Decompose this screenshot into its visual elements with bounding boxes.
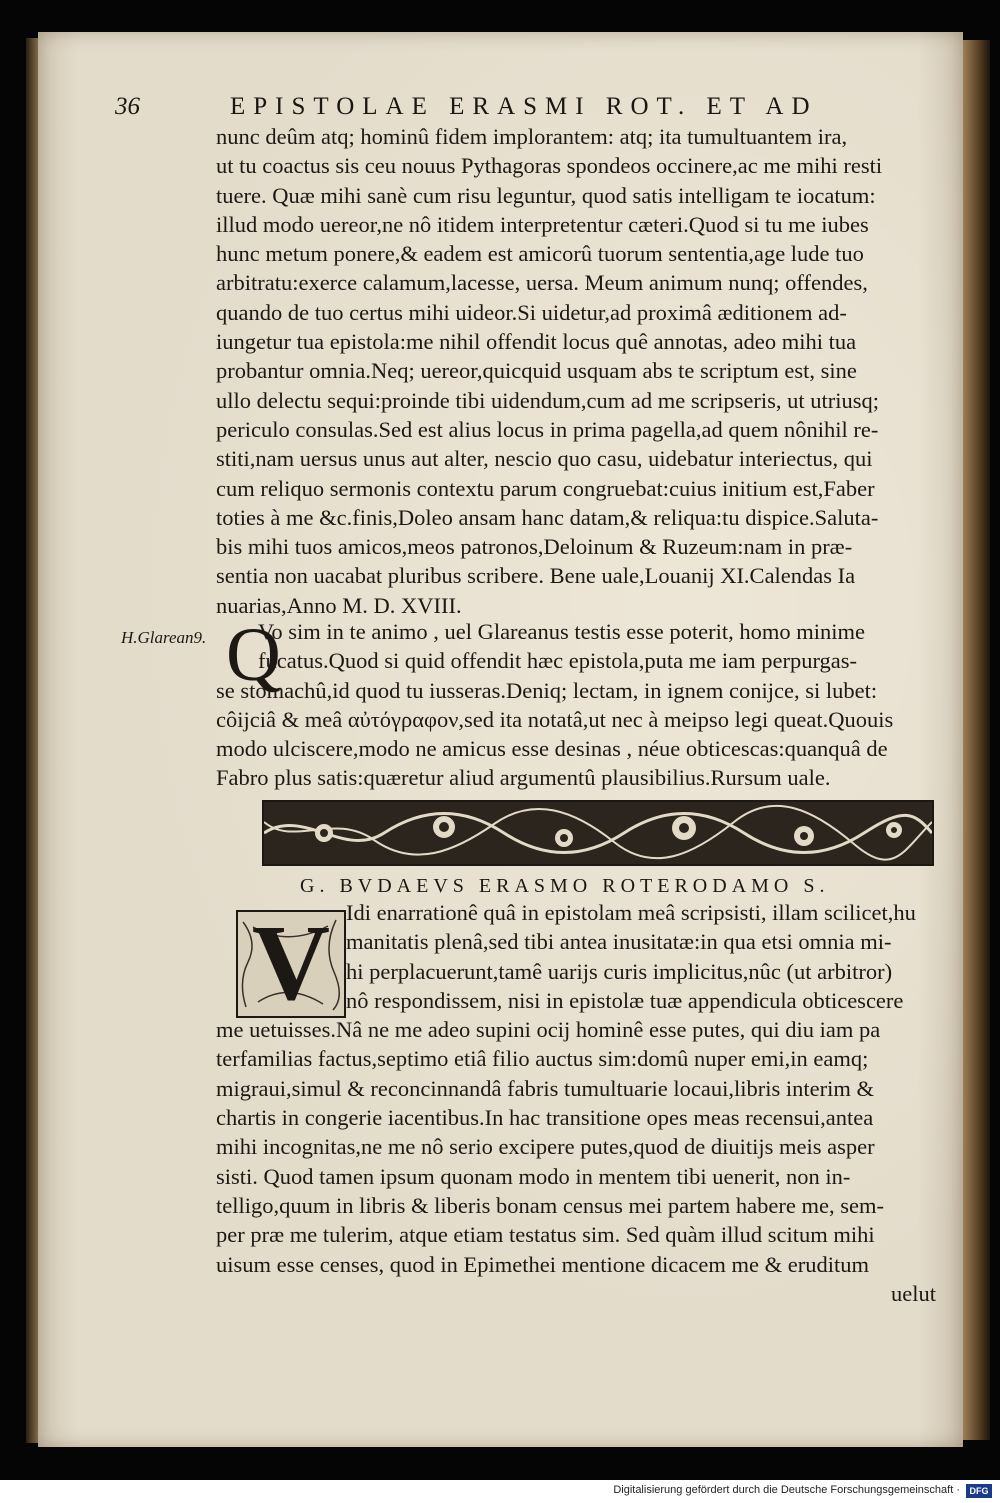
marginal-note: H.Glarean9. [121,628,207,647]
text-line: Vo sim in te animo , uel Glareanus testis esse poterit, homo minime [258,619,865,644]
text-line: periculo consulas.Sed est alius locus in prima pagella,ad quem nônihil re- [216,416,879,442]
text-line: chartis in congerie iacentibus.In hac transitione opes meas recensui,antea [216,1105,874,1131]
text-line: bis mihi tuos amicos,meos patronos,Deloinum & Ruzeum:nam in præ- [216,534,853,560]
text-line: sisti. Quod tamen ipsum quonam modo in mentem tibi uenerit, non in- [216,1163,851,1189]
floral-ornament-icon [264,802,932,864]
initial-letter-q: Q [226,613,281,697]
text-line: hi perplacuerunt,tamê uarijs curis implicitus,nûc (ut arbitror) [346,958,893,984]
section-heading: G. BVDAEVS ERASMO ROTERODAMO S. [300,875,830,897]
text-line: côijciâ & meâ αὐτόγραφον,sed ita notatâ,ut nec à meipso legi queat.Quouis [216,706,894,732]
text-line: nunc deûm atq; hominû fidem implorantem: atq; ita tumultuantem ira, [216,124,848,149]
text-line: nô respondissem, nisi in epistolæ tuæ appendicula obticescere [346,987,904,1013]
running-title: EPISTOLAE ERASMI ROT. ET AD [230,93,818,120]
page-right-edge [960,40,990,1440]
text-line: uelut [891,1280,936,1306]
letter-text-block-2 [216,613,936,793]
text-line: terfamilias factus,septimo etiâ filio auctus sim:domû nuper emi,in eamq; [216,1046,869,1072]
page-number: 36 [115,93,140,120]
text-line: migraui,simul & reconcinnandâ fabris tumultuarie locaui,libris interim & [216,1075,874,1101]
text-line: per præ me tulerim, atque etiam testatus sim. Sed quàm illud scitum mihi [216,1222,875,1248]
text-line: nuarias,Anno M. D. XVIII. [216,592,462,618]
letter-text-block-1 [216,122,936,620]
text-line: hunc metum ponere,& eadem est amicorû tuorum sententia,age lude tuo [216,241,864,267]
text-line: iungetur tua epistola:me nihil offendit locus quê annotas, adeo mihi tua [216,329,857,355]
text-line: ut tu coactus sis ceu nouus Pythagoras spondeos occinere,ac me mihi resti [216,153,883,179]
decorative-woodcut-band [262,800,934,866]
text-line: sentia non uacabat pluribus scribere. Bene uale,Louanij XI.Calendas Ia [216,563,856,589]
dfg-logo: DFG [966,1484,992,1498]
text-line: arbitratu:exerce calamum,lacesse, uersa. Meum animum nunq; offendes, [216,270,868,296]
text-line: modo ulciscere,modo ne amicus esse desinas , néue obticescas:quanquâ de [216,736,888,762]
text-line: Fabro plus satis:quæretur aliud argumentû plausibilius.Rursum uale. [216,765,831,791]
text-line: telligo,quum in libris & liberis bonam census mei partem habere me, sem- [216,1192,884,1218]
text-line: manitatis plenâ,sed tibi antea inusitatæ:in qua etsi omnia mi- [346,929,892,955]
text-line: uisum esse censes, quod in Epimethei mentione dicacem me & eruditum [216,1251,869,1277]
text-line: illud modo uereor,ne nô itidem interpretentur cæteri.Quod si tu me iubes [216,211,869,237]
text-line: fucatus.Quod si quid offendit hæc epistola,puta me iam perpurgas- [258,648,858,674]
text-line: quando de tuo certus mihi uideor.Si uidetur,ad proximâ æditionem ad- [216,299,847,325]
initial-letter-v: V [252,910,330,1018]
text-line: se stomachû,id quod tu iusseras.Deniq; lectam, in ignem conijce, si lubet: [216,677,878,703]
text-line: mihi incognitas,ne me nô serio excipere putes,quod de diuitijs meis asper [216,1134,875,1160]
running-head [115,93,925,119]
text-line: stiti,nam uersus unus aut alter, nescio quo casu, uidebatur interiectus, qui [216,446,873,472]
digitization-credit: Digitalisierung gefördert durch die Deutsche Forschungsgemeinschaft · [613,1484,960,1496]
text-line: toties à me &c.finis,Doleo ansam hanc datam,& reliqua:tu dispice.Saluta- [216,504,879,530]
text-line: tuere. Quæ mihi sanè cum risu leguntur, quod satis intelligam te iocatum: [216,182,876,208]
text-line: me uetuisses.Nâ ne me adeo supini ocij hominê esse putes, qui diu iam pa [216,1017,881,1043]
text-line: probantur omnia.Neq; uereor,quicquid usquam abs te scriptum est, sine [216,358,857,384]
letter-text-block-3 [216,898,936,1308]
text-line: Idi enarrationê quâ in epistolam meâ scripsisti, illam scilicet,hu [346,900,916,925]
text-line: cum reliquo sermonis contextu parum congruebat:cuius initium est,Faber [216,475,875,501]
text-line: ullo delectu sequi:proinde tibi uidendum,cum ad me scripseris, ut utriusq; [216,387,880,413]
